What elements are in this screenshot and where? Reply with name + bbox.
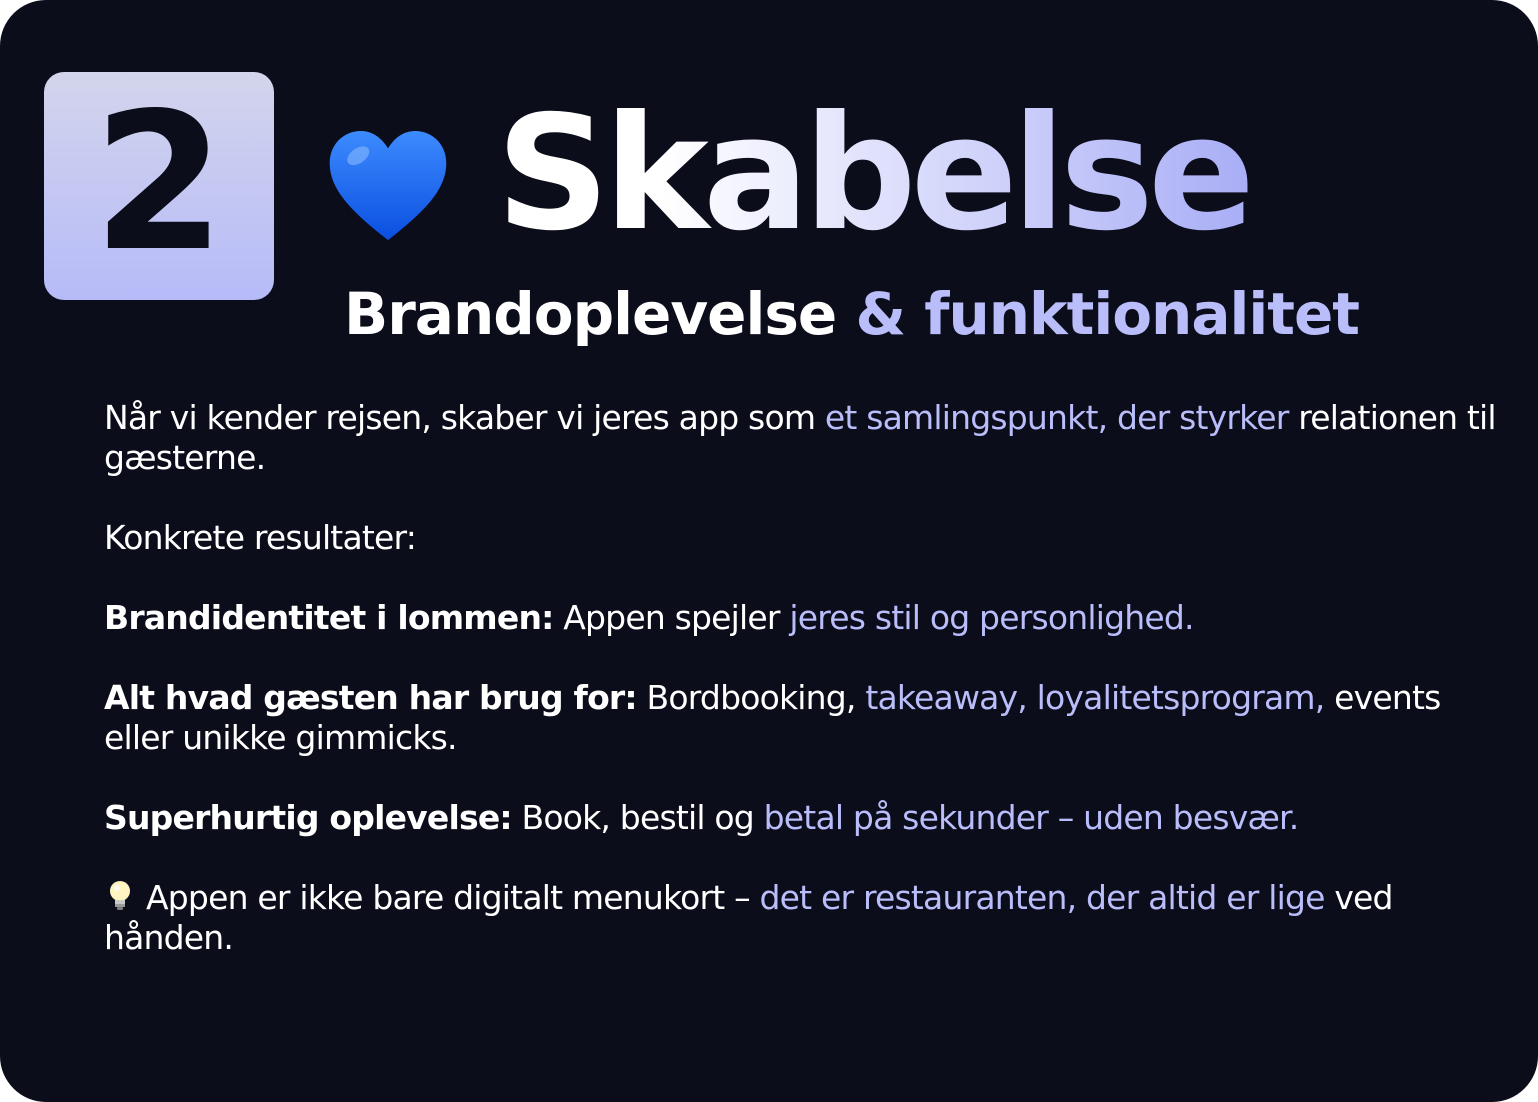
- page-subtitle: [344, 280, 1359, 350]
- page-title: Skabelse: [496, 82, 1250, 266]
- tip-text: Appen er ikke bare digitalt menukort –: [146, 878, 760, 917]
- result-item: [104, 598, 1504, 638]
- intro-highlight: et samlingspunkt, der styrker: [824, 398, 1289, 437]
- result-label: Brandidentitet i lommen:: [104, 598, 554, 637]
- result-highlight: takeaway, loyalitetsprogram,: [865, 678, 1325, 717]
- result-item: [104, 678, 1504, 758]
- tip-highlight: det er restauranten, der altid er lige: [759, 878, 1325, 917]
- result-label: Superhurtig oplevelse:: [104, 798, 512, 837]
- result-label: Alt hvad gæsten har brug for:: [104, 678, 637, 717]
- result-item: [104, 798, 1504, 838]
- result-highlight: betal på sekunder – uden besvær.: [763, 798, 1299, 837]
- intro-text: Når vi kender rejsen, skaber vi jeres app som: [104, 398, 825, 437]
- result-text-end: events eller unikke gimmicks.: [104, 678, 1441, 757]
- tip-text-end: ved hånden.: [104, 878, 1393, 957]
- blue-heart-icon: [326, 126, 450, 250]
- lightbulb-icon: [104, 879, 136, 913]
- results-heading: Konkrete resultater:: [104, 518, 417, 557]
- intro-paragraph: [104, 398, 1504, 478]
- step-number-badge: [44, 72, 274, 300]
- result-text: Appen spejler: [553, 598, 790, 637]
- subtitle-functionality: & funktionalitet: [855, 280, 1360, 348]
- result-text: Book, bestil og: [511, 798, 764, 837]
- result-highlight: jeres stil og personlighed.: [789, 598, 1194, 637]
- result-text: Bordbooking,: [636, 678, 866, 717]
- tip-paragraph: [104, 878, 1504, 958]
- step-number: 2: [92, 72, 226, 293]
- intro-text-end: relationen til gæsterne.: [104, 398, 1496, 477]
- subtitle-brand: Brandoplevelse: [344, 280, 837, 348]
- description-body: [104, 398, 1504, 998]
